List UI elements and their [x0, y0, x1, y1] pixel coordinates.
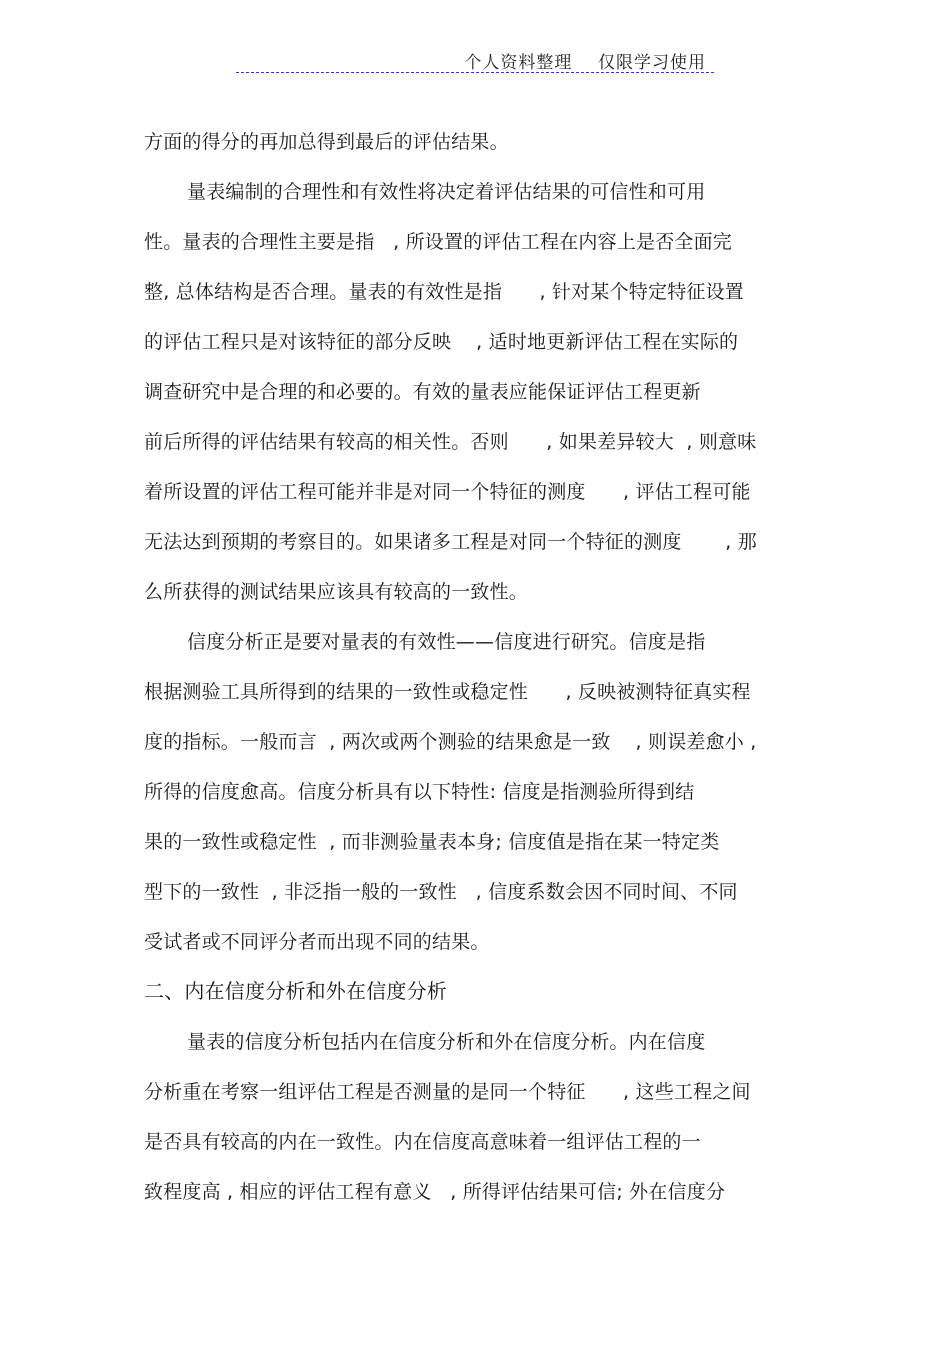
body-line: 所得的信度愈高。信度分析具有以下特性: 信度是指测验所得到结: [144, 781, 695, 803]
body-line: 着所设置的评估工程可能并非是对同一个特征的测度 , 评估工程可能: [144, 481, 751, 503]
header-text: 个人资料整理 仅限学习使用: [464, 53, 706, 73]
body-line: 致程度高 , 相应的评估工程有意义 , 所得评估结果可信; 外在信度分: [144, 1181, 726, 1203]
body-line: 前后所得的评估结果有较高的相关性。否则 , 如果差异较大 , 则意味: [144, 431, 757, 453]
body-line: 整, 总体结构是否合理。量表的有效性是指 , 针对某个特定特征设置: [144, 281, 744, 303]
body-line: 信度分析正是要对量表的有效性——信度进行研究。信度是指: [187, 631, 706, 653]
body-line: 型下的一致性 , 非泛指一般的一致性 , 信度系数会因不同时间、不同: [144, 881, 738, 903]
body-line: 的评估工程只是对该特征的部分反映 , 适时地更新评估工程在实际的: [144, 331, 739, 353]
body-line: 受试者或不同评分者而出现不同的结果。: [144, 931, 490, 953]
body-line: 性。量表的合理性主要是指 , 所设置的评估工程在内容上是否全面完: [144, 231, 732, 253]
page-header: [236, 46, 714, 73]
body-line: 调查研究中是合理的和必要的。有效的量表应能保证评估工程更新: [144, 381, 701, 403]
body-line: 么所获得的测试结果应该具有较高的一致性。: [144, 581, 529, 603]
body-line: 分析重在考察一组评估工程是否测量的是同一个特征 , 这些工程之间: [144, 1081, 751, 1103]
body-line: 度的指标。一般而言 , 两次或两个测验的结果愈是一致 , 则误差愈小 ,: [144, 731, 757, 753]
body-line: 方面的得分的再加总得到最后的评估结果。: [144, 131, 509, 153]
body-line: 根据测验工具所得到的结果的一致性或稳定性 , 反映被测特征真实程: [144, 681, 751, 703]
body-line: 量表编制的合理性和有效性将决定着评估结果的可信性和可用: [187, 181, 706, 203]
body-line: 无法达到预期的考察目的。如果诸多工程是对同一个特征的测度 , 那: [144, 531, 757, 553]
body-line: 量表的信度分析包括内在信度分析和外在信度分析。内在信度: [187, 1031, 706, 1053]
body-line: 是否具有较高的内在一致性。内在信度高意味着一组评估工程的一: [144, 1131, 701, 1153]
body-line: 果的一致性或稳定性 , 而非测验量表本身; 信度值是指在某一特定类: [144, 831, 720, 853]
section-heading: 二、内在信度分析和外在信度分析: [144, 979, 447, 1003]
